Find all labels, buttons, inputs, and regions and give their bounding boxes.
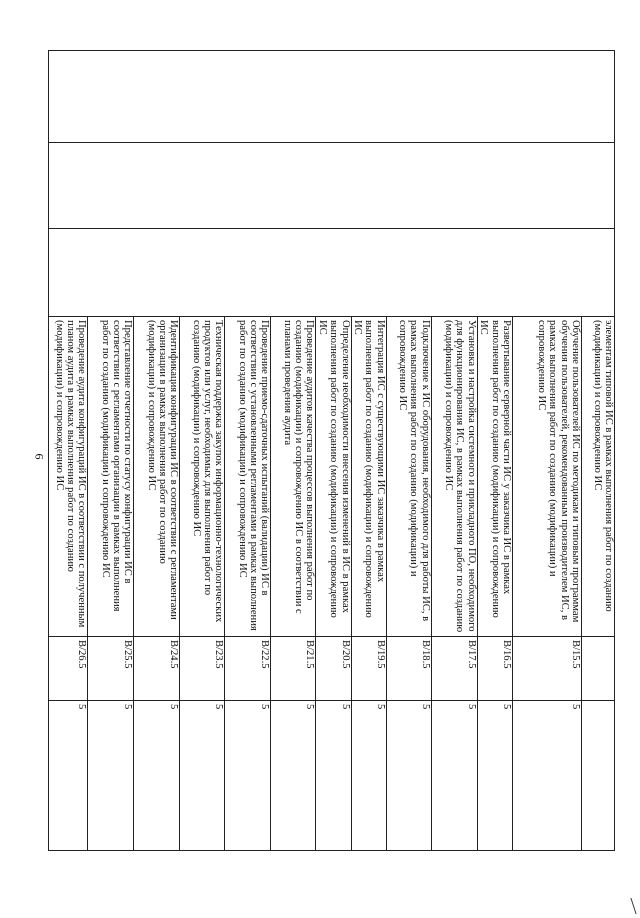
labor-function-description: Обучение пользователей ИС по методикам и типовым программам обучения пользователей, рекомендованным производителем ИС, в рамках выполнения работ по созданию (модификации) и сопровождению ИС bbox=[513, 317, 582, 637]
function-code: B/24.5 bbox=[134, 637, 180, 701]
labor-function-description: Установка и настройка системного и прикладного ПО, необходимого для функционирования ИС, в рамках выполнения работ по созданию (модификации) и сопровождению ИС bbox=[431, 317, 477, 637]
qualification-level: 5 bbox=[316, 701, 351, 851]
labor-function-description: Интеграция ИС с существующими ИС заказчика в рамках выполнения работ по созданию (модификации) и сопровождению ИС bbox=[351, 317, 386, 637]
blank-cell bbox=[49, 229, 615, 317]
labor-function-description: Техническая поддержка закупок информационно-технологических продуктов или услуг, необходимых для выполнения работ по созданию (модификации) и сопровождению ИС bbox=[180, 317, 225, 637]
labor-function-description: элементам типовой ИС в рамках выполнения работ по созданию (модификации) и сопровождению ИС bbox=[582, 317, 615, 637]
labor-function-description: Проведение аудита конфигураций ИС в соответствии с полученным планом аудита в рамках выполнения работ по созданию (модификации) и сопровождению ИС bbox=[49, 317, 88, 637]
page-number: 6 bbox=[32, 453, 47, 460]
labor-function-description: Идентификация конфигурации ИС в соответствии с регламентами организации в рамках выполнения работ по созданию (модификации) и сопровождению ИС bbox=[134, 317, 180, 637]
function-code bbox=[582, 637, 615, 701]
qualification-level: 5 bbox=[477, 701, 512, 851]
labor-function-description: Определение необходимости внесения изменений в ИС в рамках выполнения работ по созданию (модификации) и сопровождению ИС bbox=[316, 317, 351, 637]
qualification-level: 5 bbox=[180, 701, 225, 851]
rotated-table-page bbox=[55, 50, 615, 850]
function-code: B/18.5 bbox=[386, 637, 431, 701]
function-code: B/20.5 bbox=[316, 637, 351, 701]
function-code: B/15.5 bbox=[513, 637, 582, 701]
function-code: B/21.5 bbox=[271, 637, 316, 701]
blank-cell bbox=[49, 51, 615, 143]
qualification-level: 5 bbox=[431, 701, 477, 851]
qualification-level: 5 bbox=[386, 701, 431, 851]
function-code: B/16.5 bbox=[477, 637, 512, 701]
labor-function-description: Представление отчетности по статусу конфигурации ИС в соответствии с регламентами организации в рамках выполнения работ по созданию (модификации) и сопровождению ИС bbox=[88, 317, 134, 637]
table-body bbox=[49, 51, 615, 851]
qualification-level: 5 bbox=[513, 701, 582, 851]
qualification-level bbox=[582, 701, 615, 851]
labor-function-description: Развертывание серверной части ИС у заказчика ИС в рамках выполнения работ по созданию (модификации) и сопровождению ИС bbox=[477, 317, 512, 637]
function-code: B/22.5 bbox=[225, 637, 271, 701]
function-code: B/25.5 bbox=[88, 637, 134, 701]
function-code: B/17.5 bbox=[431, 637, 477, 701]
qualification-level: 5 bbox=[225, 701, 271, 851]
function-code: B/19.5 bbox=[351, 637, 386, 701]
qualification-level: 5 bbox=[271, 701, 316, 851]
qualification-level: 5 bbox=[134, 701, 180, 851]
scan-edge-mark bbox=[620, 898, 636, 914]
function-code: B/23.5 bbox=[180, 637, 225, 701]
qualification-table bbox=[48, 50, 615, 851]
blank-cell bbox=[49, 143, 615, 229]
table-row bbox=[582, 51, 615, 851]
qualification-level: 5 bbox=[88, 701, 134, 851]
qualification-level: 5 bbox=[351, 701, 386, 851]
labor-function-description: Подключение к ИС оборудования, необходимого для работы ИС, в рамках выполнения работ по созданию (модификации) и сопровождению ИС bbox=[386, 317, 431, 637]
labor-function-description: Проведение аудитов качества процессов выполнения работ по созданию (модификации) и сопровождению ИС в соответствии с планами проведения аудита bbox=[271, 317, 316, 637]
qualification-level: 5 bbox=[49, 701, 88, 851]
labor-function-description: Проведение приемо-сдаточных испытаний (валидации) ИС в соответствии с установленными регламентами в рамках выполнения работ по созданию (модификации) и сопровождению ИС bbox=[225, 317, 271, 637]
function-code: B/26.5 bbox=[49, 637, 88, 701]
